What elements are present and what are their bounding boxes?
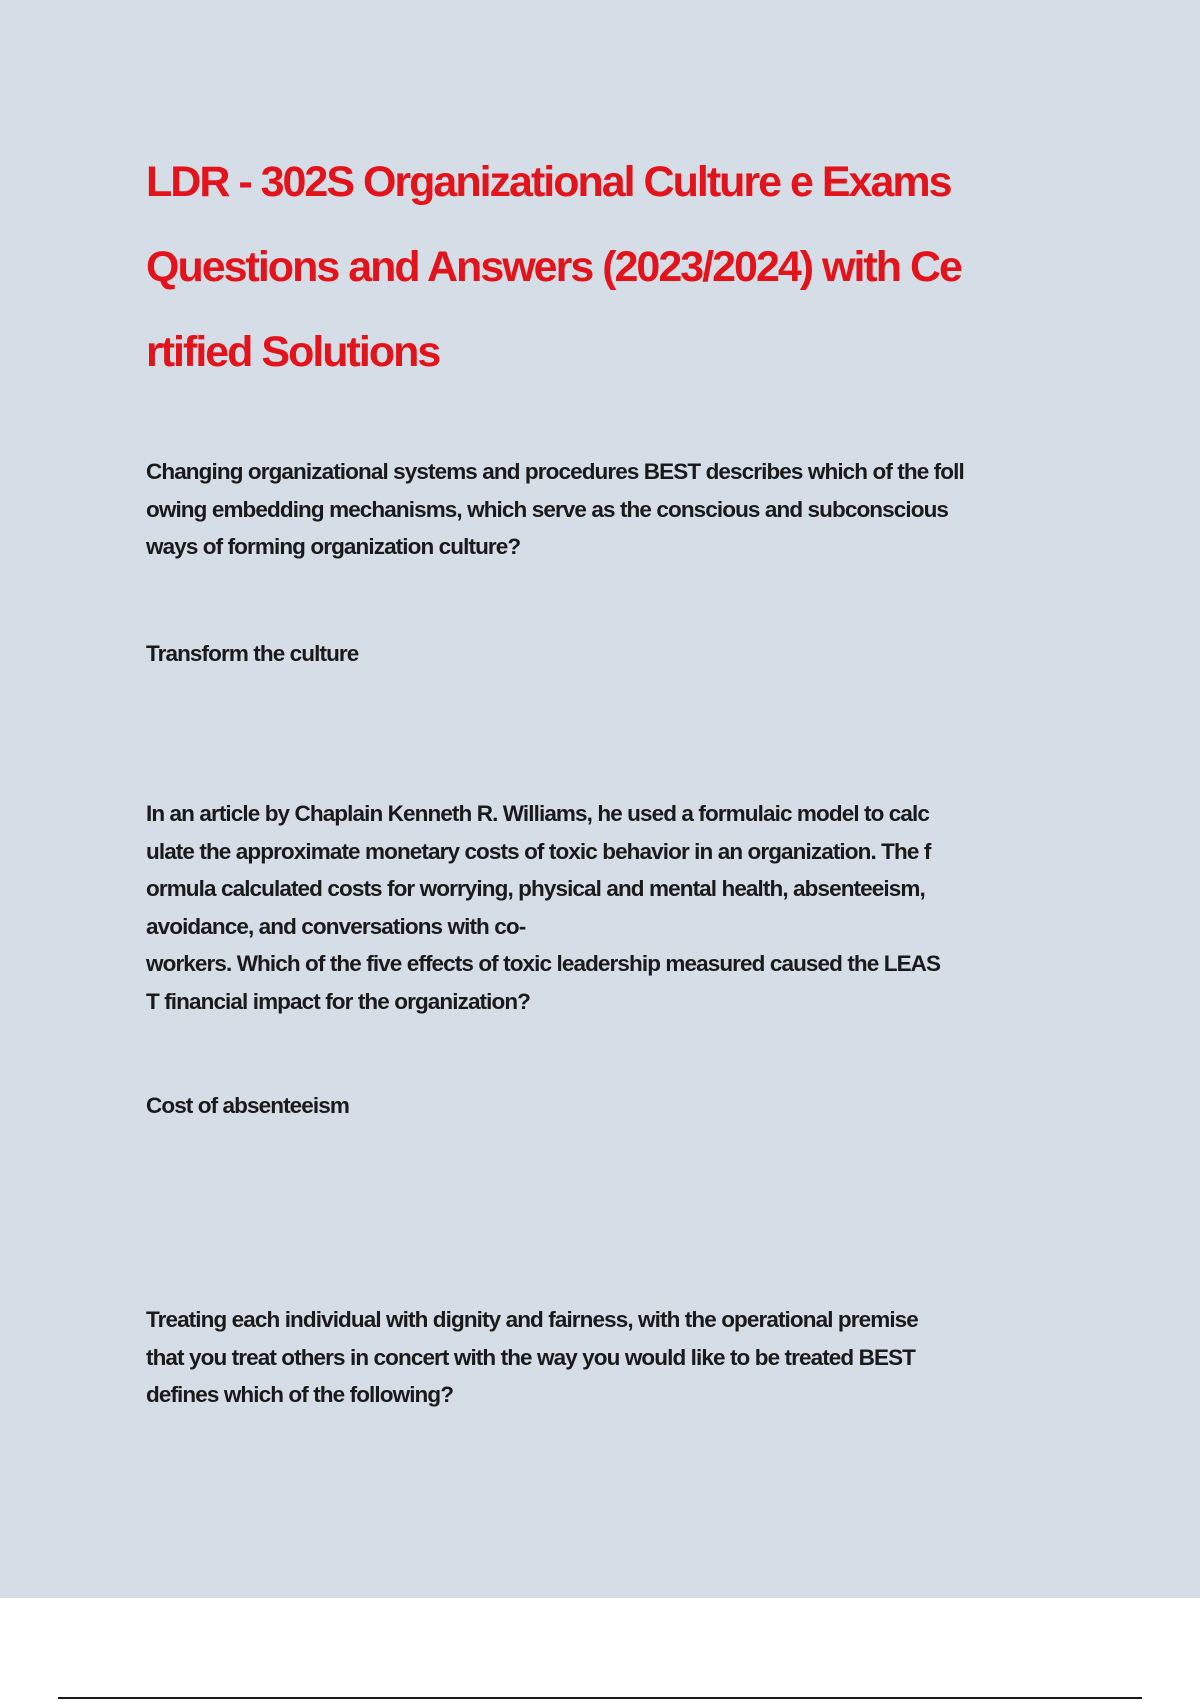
document-title (146, 140, 1086, 395)
question-3 (146, 1301, 1086, 1414)
title-line: rtified Solutions (146, 328, 440, 376)
title-line: LDR - 302S Organizational Culture e Exams (146, 158, 951, 206)
question-line: workers. Which of the five effects of toxic leadership measured caused the LEAS (146, 951, 941, 976)
question-line: Changing organizational systems and procedures BEST describes which of the foll (146, 459, 964, 484)
question-line: owing embedding mechanisms, which serve as the conscious and subconscious (146, 496, 949, 522)
question-2 (146, 795, 1086, 1020)
question-line: that you treat others in concert with the way you would like to be treated BEST (146, 1344, 916, 1370)
question-1 (146, 453, 1086, 566)
question-line: Treating each individual with dignity and fairness, with the operational premise (146, 1307, 918, 1332)
question-line: T financial impact for the organization? (146, 988, 531, 1014)
question-line: avoidance, and conversations with co- (146, 913, 526, 939)
question-line: ormula calculated costs for worrying, physical and mental health, absenteeism, (146, 876, 925, 901)
answer-2: Cost of absenteeism (146, 1093, 349, 1118)
answer-1: Transform the culture (146, 641, 359, 666)
title-line: Questions and Answers (2023/2024) with Ce (146, 243, 961, 291)
question-line: ulate the approximate monetary costs of toxic behavior in an organization. The f (146, 838, 931, 864)
question-line: In an article by Chaplain Kenneth R. Williams, he used a formulaic model to calc (146, 801, 930, 826)
question-line: defines which of the following? (146, 1382, 454, 1407)
footer-divider (58, 1697, 1142, 1699)
question-line: ways of forming organization culture? (146, 534, 521, 559)
